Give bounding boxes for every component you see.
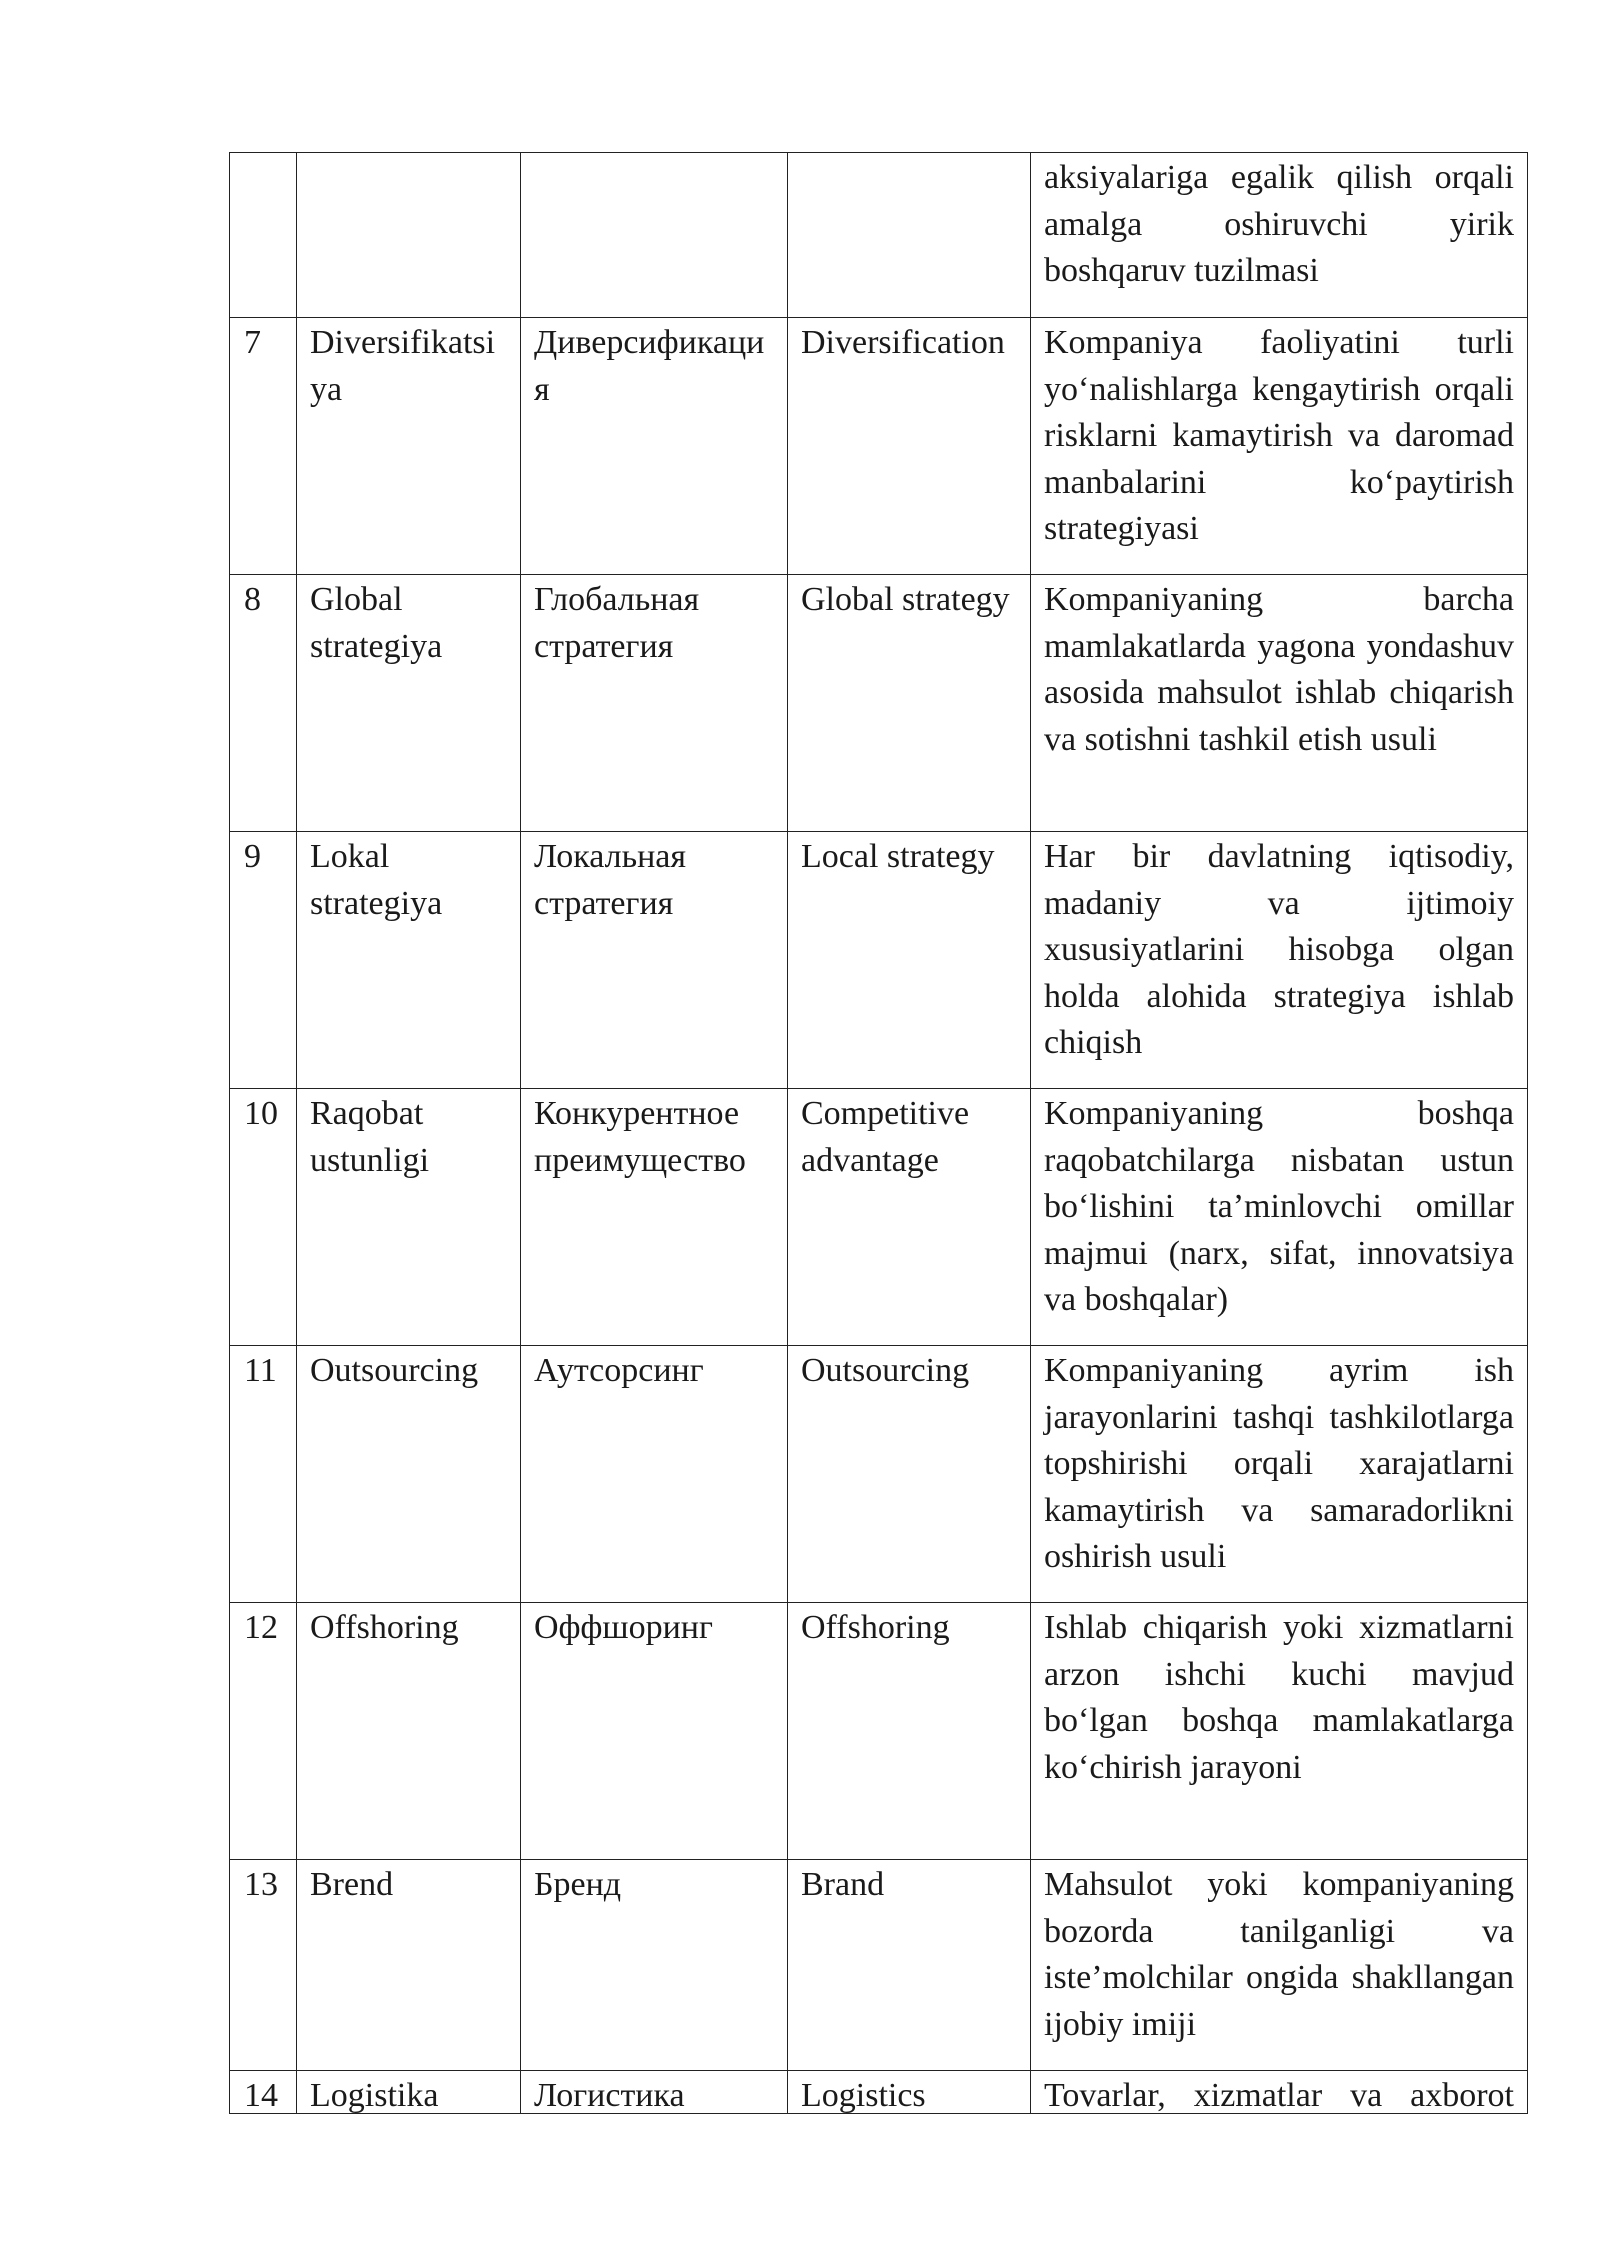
definition-cell: Har bir davlatning iqtisodiy, madaniy va ijtimoiy xususiyatlarini hisobga olgan holda alohida strategiya ishlab chiqish — [1031, 832, 1528, 1089]
definition-cell: aksiyalariga egalik qilish orqali amalga oshiruvchi yirik boshqaruv tuzilmasi — [1031, 153, 1528, 318]
table-row — [230, 153, 1528, 318]
table-row — [230, 1089, 1528, 1346]
table-row — [230, 2071, 1528, 2114]
english-term-cell: Competitive advantage — [788, 1089, 1031, 1346]
russian-term-cell: Локальная стратегия — [521, 832, 788, 1089]
russian-term-cell: Конкурентное преимущество — [521, 1089, 788, 1346]
uzbek-term-cell: Brend — [297, 1860, 521, 2071]
uzbek-term-cell: Lokal strategiya — [297, 832, 521, 1089]
english-term-cell: Diversification — [788, 318, 1031, 575]
uzbek-term-cell: Outsourcing — [297, 1346, 521, 1603]
russian-term-cell: Диверсификация — [521, 318, 788, 575]
english-term-cell: Brand — [788, 1860, 1031, 2071]
russian-term-cell — [521, 153, 788, 318]
definition-cell: Ishlab chiqarish yoki xizmatlarni arzon ishchi kuchi mavjud bo‘lgan boshqa mamlakatlarga ko‘chirish jarayoni — [1031, 1603, 1528, 1860]
table-row — [230, 1603, 1528, 1860]
cell-text: Логистика — [534, 2077, 685, 2113]
row-number-cell: 10 — [230, 1089, 297, 1346]
cell-text: Logistika — [310, 2077, 439, 2113]
row-number-cell: 13 — [230, 1860, 297, 2071]
uzbek-term-cell — [297, 2071, 521, 2114]
english-term-cell — [788, 2071, 1031, 2114]
row-number-cell — [230, 2071, 297, 2114]
definition-cell: Mahsulot yoki kompaniyaning bozorda tanilganligi va iste’molchilar ongida shakllangan ijobiy imiji — [1031, 1860, 1528, 2071]
definition-cell: Kompaniyaning barcha mamlakatlarda yagona yondashuv asosida mahsulot ishlab chiqarish va sotishni tashkil etish usuli — [1031, 575, 1528, 832]
english-term-cell: Global strategy — [788, 575, 1031, 832]
uzbek-term-cell: Global strategiya — [297, 575, 521, 832]
russian-term-cell: Глобальная стратегия — [521, 575, 788, 832]
table-row — [230, 832, 1528, 1089]
russian-term-cell: Бренд — [521, 1860, 788, 2071]
table-row — [230, 575, 1528, 832]
uzbek-term-cell: Diversifikatsiya — [297, 318, 521, 575]
english-term-cell — [788, 153, 1031, 318]
uzbek-term-cell: Raqobat ustunligi — [297, 1089, 521, 1346]
glossary-table — [229, 152, 1528, 2114]
row-number-cell — [230, 153, 297, 318]
table-row — [230, 318, 1528, 575]
russian-term-cell: Оффшоринг — [521, 1603, 788, 1860]
uzbek-term-cell: Offshoring — [297, 1603, 521, 1860]
table-row — [230, 1860, 1528, 2071]
row-number-cell: 7 — [230, 318, 297, 575]
english-term-cell: Outsourcing — [788, 1346, 1031, 1603]
row-number-cell: 11 — [230, 1346, 297, 1603]
definition-cell — [1031, 2071, 1528, 2114]
definition-cell: Kompaniya faoliyatini turli yo‘nalishlarga kengaytirish orqali risklarni kamaytirish va daromad manbalarini ko‘paytirish strategiyasi — [1031, 318, 1528, 575]
row-number-cell: 8 — [230, 575, 297, 832]
table-row — [230, 1346, 1528, 1603]
cell-text: 14 — [244, 2077, 278, 2113]
cell-text: Tovarlar, xizmatlar va axborot — [1044, 2077, 1514, 2113]
definition-cell: Kompaniyaning boshqa raqobatchilarga nisbatan ustun bo‘lishini ta’minlovchi omillar majmui (narx, sifat, innovatsiya va boshqalar) — [1031, 1089, 1528, 1346]
russian-term-cell — [521, 2071, 788, 2114]
russian-term-cell: Аутсорсинг — [521, 1346, 788, 1603]
english-term-cell: Local strategy — [788, 832, 1031, 1089]
uzbek-term-cell — [297, 153, 521, 318]
row-number-cell: 9 — [230, 832, 297, 1089]
english-term-cell: Offshoring — [788, 1603, 1031, 1860]
definition-cell: Kompaniyaning ayrim ish jarayonlarini tashqi tashkilotlarga topshirishi orqali xarajatlarni kamaytirish va samaradorlikni oshirish usuli — [1031, 1346, 1528, 1603]
row-number-cell: 12 — [230, 1603, 297, 1860]
cell-text: Logistics — [801, 2077, 926, 2113]
